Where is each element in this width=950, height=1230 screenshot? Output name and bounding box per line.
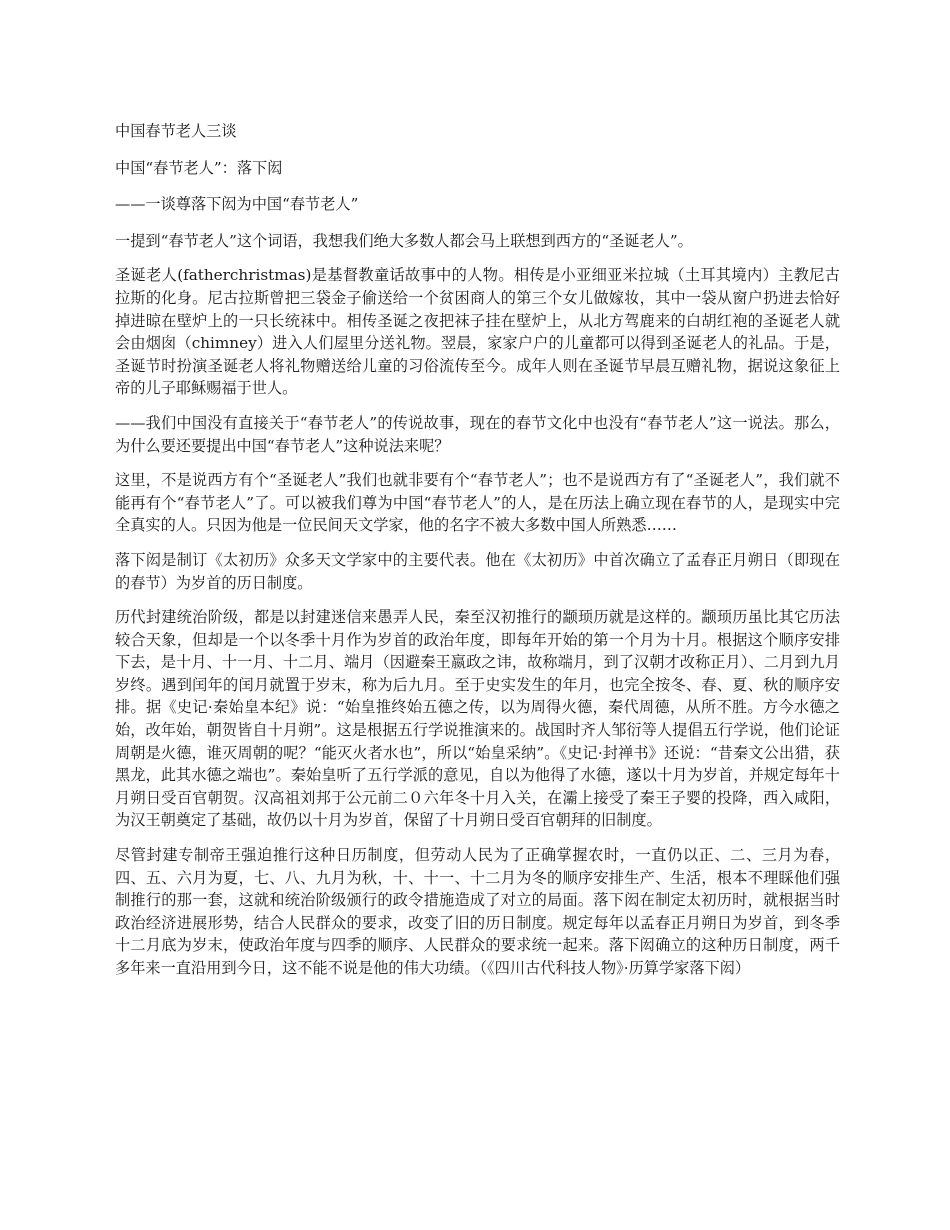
paragraph: 这里，不是说西方有个“圣诞老人”我们也就非要有个“春节老人”；也不是说西方有了“圣诞老人”，我们就不能再有个“春节老人”了。可以被我们尊为中国“春节老人”的人，是在历法上确立现在春节的人，是现实中完全真实的人。只因为他是一位民间天文学家，他的名字不被大多数中国人所熟悉…… bbox=[115, 471, 840, 535]
paragraph: 圣诞老人(fatherchristmas)是基督教童话故事中的人物。相传是小亚细亚米拉城（土耳其境内）主教尼古拉斯的化身。尼古拉斯曾把三袋金子偷送给一个贫困商人的第三个女儿做嫁妆，其中一袋从窗户扔进去恰好掉进晾在壁炉上的一只长统袜中。相传圣诞之夜把袜子挂在壁炉上，从北方驾鹿来的白胡红袍的圣诞老人就会由烟囱（chimney）进入人们屋里分送礼物。翌晨，家家户户的儿童都可以得到圣诞老人的礼品。于是，圣诞节时扮演圣诞老人将礼物赠送给儿童的习俗流传至今。成年人则在圣诞节早晨互赠礼物，据说这象征上帝的儿子耶稣赐福于世人。 bbox=[115, 266, 840, 398]
section-heading: ——一谈尊落下闳为中国“春节老人” bbox=[115, 195, 359, 214]
document-subtitle: 中国“春节老人”：落下闳 bbox=[115, 158, 283, 177]
document-page bbox=[115, 120, 840, 992]
paragraph: 历代封建统治阶级，都是以封建迷信来愚弄人民，秦至汉初推行的颛顼历就是这样的。颛顼历虽比其它历法较合天象，但却是一个以冬季十月作为岁首的政治年度，即每年开始的第一个月为十月。根据这个顺序安排下去，是十月、十一月、十二月、端月（因避秦王嬴政之讳，故称端月，到了汉朝才改称正月）、二月到九月岁终。遇到闰年的闰月就置于岁末，称为后九月。至于史实发生的年月，也完全按冬、春、夏、秋的顺序安排。据《史记·秦始皇本纪》说：“始皇推终始五德之传，以为周得火德，秦代周德，从所不胜。方今水德之始，改年始，朝贺皆自十月朔”。这是根据五行学说推演来的。战国时齐人邹衍等人提倡五行学说，他们论证周朝是火德，谁灭周朝的呢？“能灭火者水也”，所以“始皇采纳”。《史记·封禅书》还说：“昔秦文公出猎，获黑龙，此其水德之端也”。秦始皇听了五行学派的意见，自以为他得了水德，遂以十月为岁首，并规定每年十月朔日受百官朝贺。汉高祖刘邦于公元前二０六年冬十月入关，在灞上接受了秦王子婴的投降，西入咸阳，为汉王朝奠定了基础，故仍以十月为岁首，保留了十月朔日受百官朝拜的旧制度。 bbox=[115, 608, 840, 830]
paragraph: 落下闳是制订《太初历》众多天文学家中的主要代表。他在《太初历》中首次确立了孟春正月朔日（即现在的春节）为岁首的历日制度。 bbox=[115, 550, 840, 592]
paragraph: ——我们中国没有直接关于“春节老人”的传说故事，现在的春节文化中也没有“春节老人”这一说法。那么，为什么要还要提出中国“春节老人”这种说法来呢？ bbox=[115, 413, 840, 455]
paragraph: 尽管封建专制帝王强迫推行这种日历制度，但劳动人民为了正确掌握农时，一直仍以正、二、三月为春，四、五、六月为夏，七、八、九月为秋，十、十一、十二月为冬的顺序安排生产、生活，根本不理睬他们强制推行的那一套，这就和统治阶级颁行的政令措施造成了对立的局面。落下闳在制定太初历时，就根据当时政治经济进展形势，结合人民群众的要求，改变了旧的历日制度。规定每年以孟春正月朔日为岁首，到冬季十二月底为岁末，使政治年度与四季的顺序、人民群众的要求统一起来。落下闳确立的这种历日制度，两千多年来一直沿用到今日，这不能不说是他的伟大功绩。（《四川古代科技人物》·历算学家落下闳） bbox=[115, 846, 840, 977]
paragraph: 一提到“春节老人”这个词语，我想我们绝大多数人都会马上联想到西方的“圣诞老人”。 bbox=[115, 231, 693, 250]
document-title: 中国春节老人三谈 bbox=[115, 122, 237, 140]
